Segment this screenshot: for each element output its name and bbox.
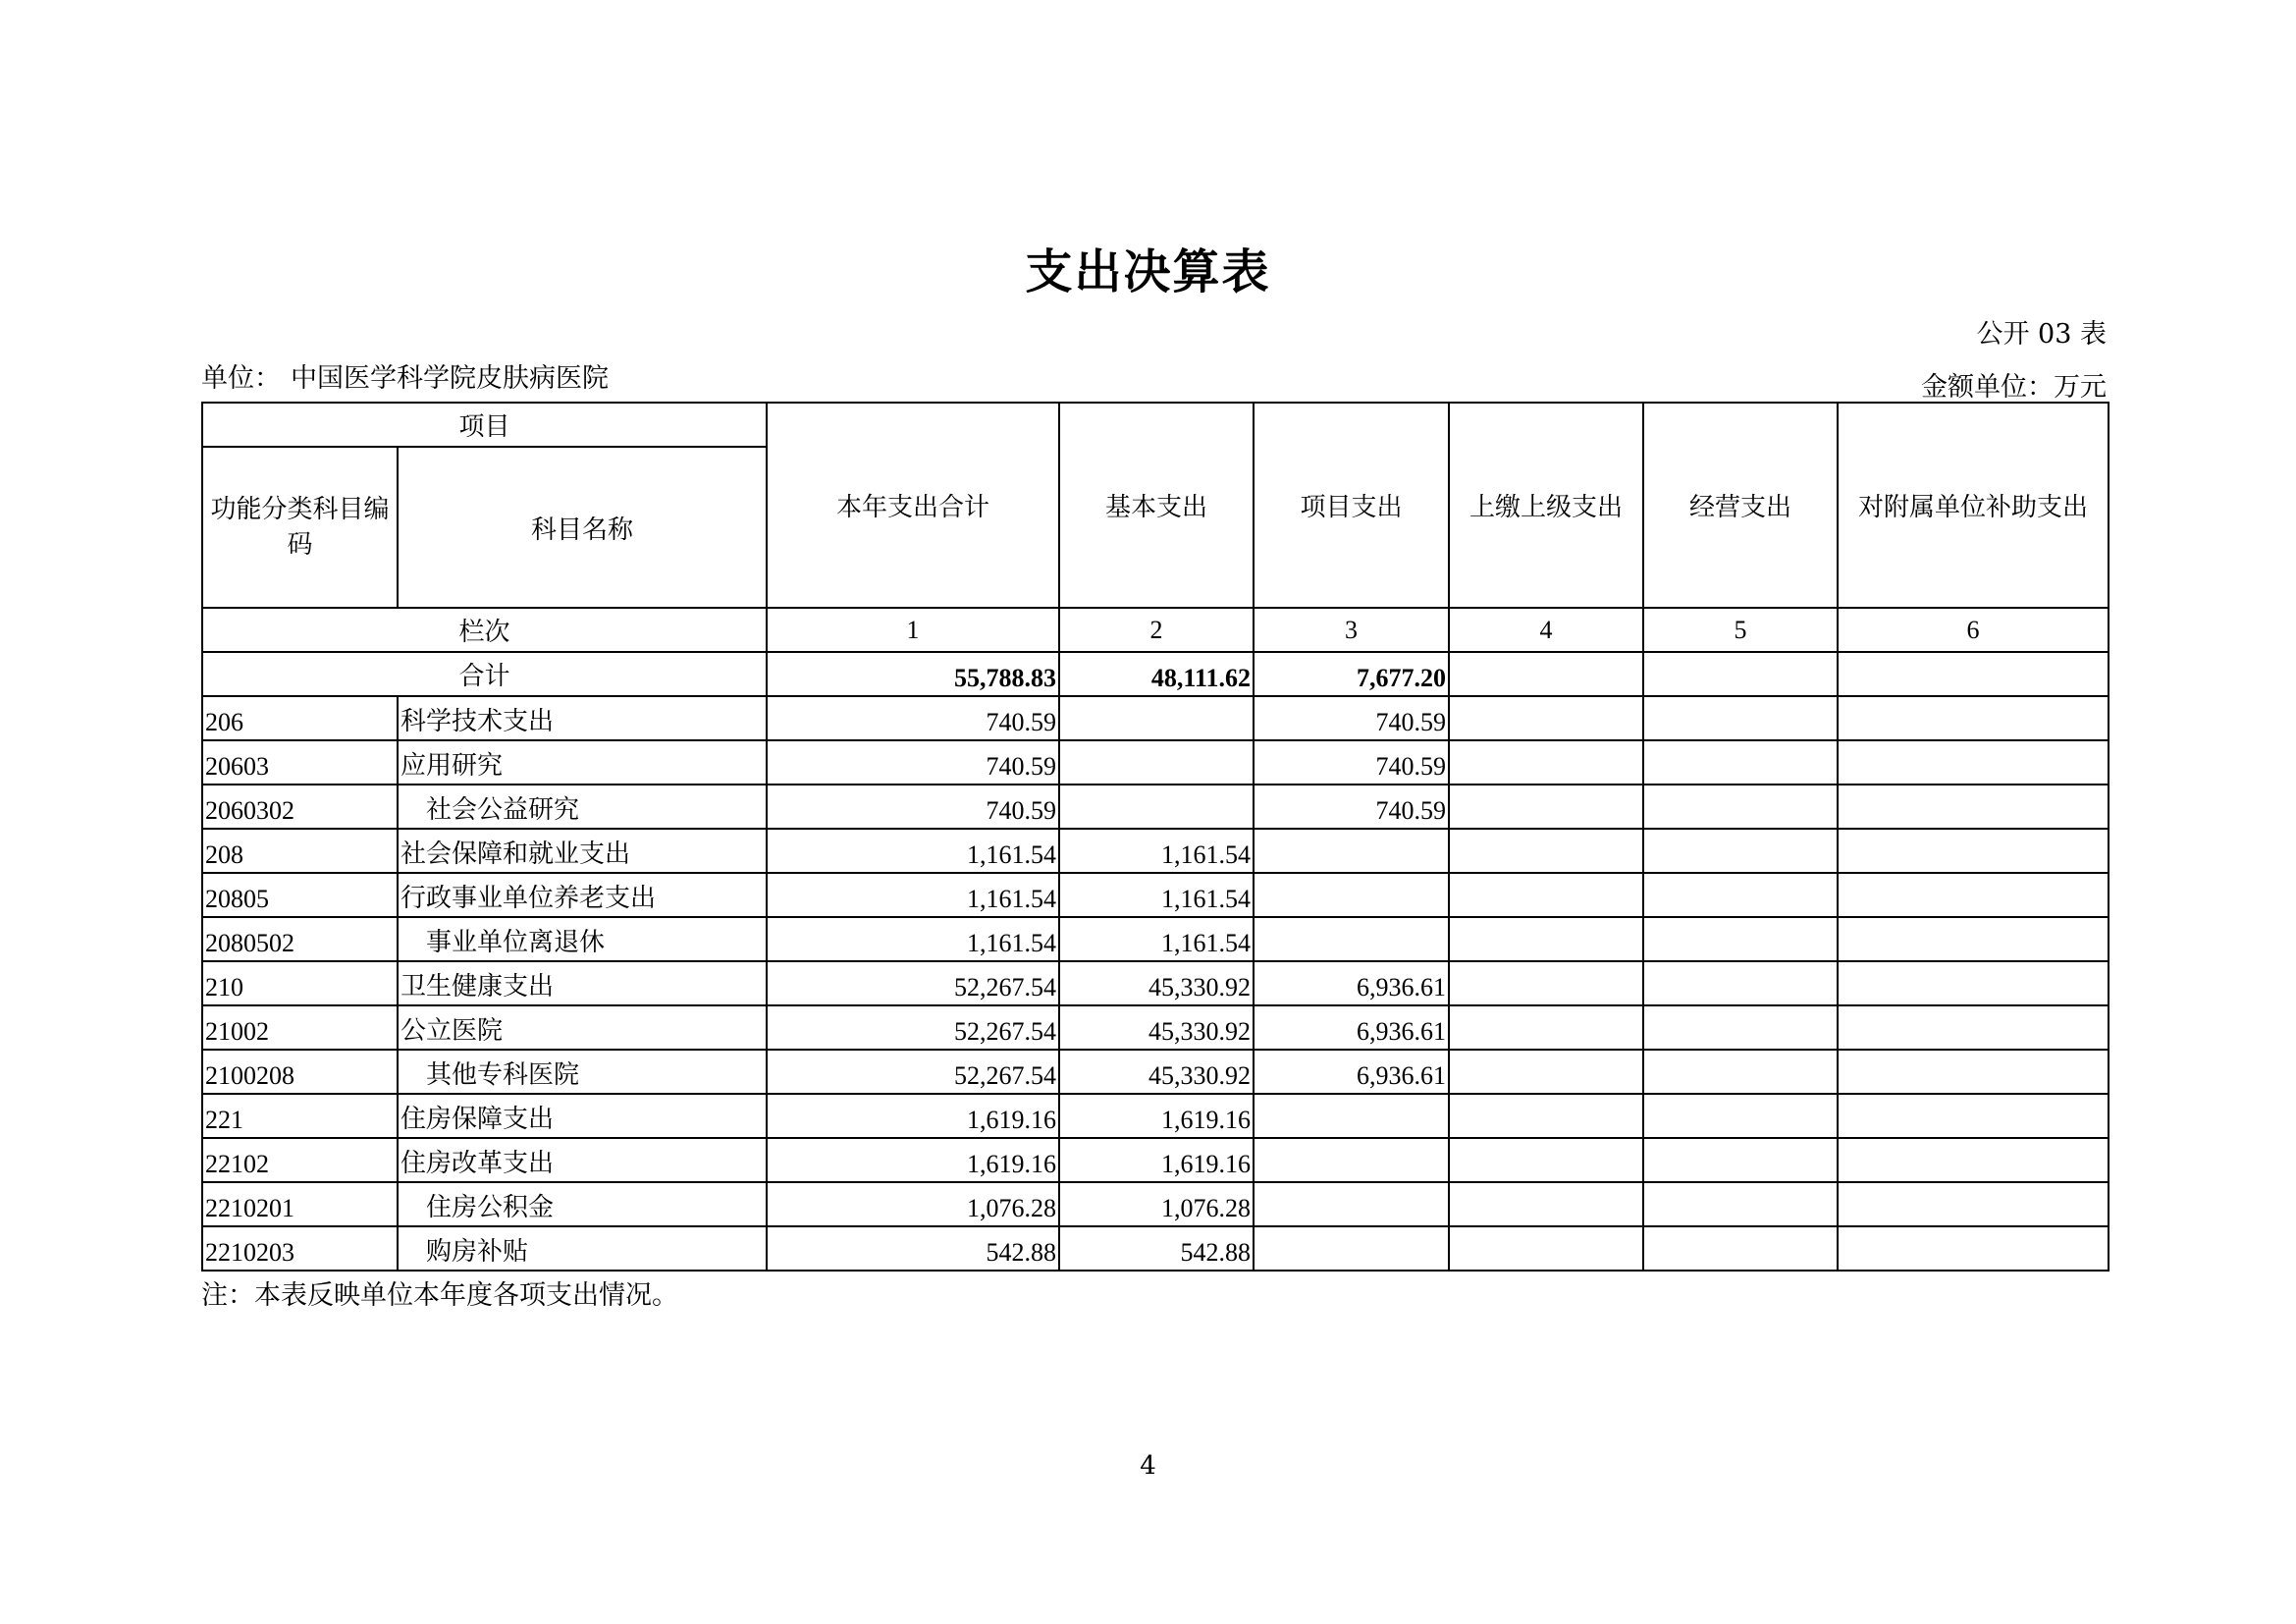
column-number: 6 <box>1838 608 2109 652</box>
row-name: 行政事业单位养老支出 <box>398 873 767 917</box>
row-value <box>1838 740 2109 785</box>
table-row <box>202 873 2109 917</box>
row-name: 卫生健康支出 <box>398 961 767 1005</box>
row-value <box>1449 785 1643 829</box>
row-value <box>1838 785 2109 829</box>
row-value <box>1254 873 1449 917</box>
row-value: 52,267.54 <box>767 1050 1059 1094</box>
row-code: 2060302 <box>202 785 398 829</box>
header-row-item <box>202 403 2109 447</box>
row-value: 740.59 <box>767 696 1059 740</box>
row-value <box>1643 961 1838 1005</box>
row-value <box>1449 1094 1643 1138</box>
row-value <box>1254 917 1449 961</box>
form-number: 公开 03 表 <box>1976 319 2107 350</box>
row-value <box>1254 829 1449 873</box>
table-row <box>202 1226 2109 1271</box>
row-name: 购房补贴 <box>398 1226 767 1271</box>
row-value: 1,161.54 <box>1059 873 1254 917</box>
row-value <box>1838 1005 2109 1050</box>
row-value <box>1838 873 2109 917</box>
row-value <box>1059 740 1254 785</box>
table-row <box>202 829 2109 873</box>
row-code: 20805 <box>202 873 398 917</box>
row-value <box>1449 829 1643 873</box>
row-value: 740.59 <box>1254 785 1449 829</box>
row-name: 事业单位离退休 <box>398 917 767 961</box>
page-title: 支出决算表 <box>1025 244 1271 299</box>
row-value <box>1838 961 2109 1005</box>
row-value: 6,936.61 <box>1254 1005 1449 1050</box>
row-value <box>1643 1182 1838 1226</box>
row-value: 740.59 <box>1254 740 1449 785</box>
row-value: 1,161.54 <box>767 829 1059 873</box>
header-name: 科目名称 <box>398 447 767 608</box>
row-value: 1,161.54 <box>1059 829 1254 873</box>
row-value <box>1643 696 1838 740</box>
row-value <box>1254 1094 1449 1138</box>
row-value <box>1838 829 2109 873</box>
page-number: 4 <box>1140 1451 1156 1481</box>
header-col-5: 经营支出 <box>1643 403 1838 608</box>
header-col-6: 对附属单位补助支出 <box>1838 403 2109 608</box>
row-code: 20603 <box>202 740 398 785</box>
row-value <box>1838 1138 2109 1182</box>
row-value <box>1643 1138 1838 1182</box>
row-name: 住房公积金 <box>398 1182 767 1226</box>
row-value <box>1643 785 1838 829</box>
header-col-2: 基本支出 <box>1059 403 1254 608</box>
column-number: 4 <box>1449 608 1643 652</box>
row-value <box>1449 917 1643 961</box>
header-code: 功能分类科目编码 <box>202 447 398 608</box>
header-col-1: 本年支出合计 <box>767 403 1059 608</box>
header-col-3: 项目支出 <box>1254 403 1449 608</box>
row-code: 221 <box>202 1094 398 1138</box>
row-value: 52,267.54 <box>767 1005 1059 1050</box>
total-row <box>202 652 2109 696</box>
row-value: 1,161.54 <box>767 917 1059 961</box>
total-value: 55,788.83 <box>767 652 1059 696</box>
column-number: 1 <box>767 608 1059 652</box>
row-value <box>1449 1050 1643 1094</box>
money-unit: 金额单位：万元 <box>1921 372 2107 403</box>
row-name: 住房改革支出 <box>398 1138 767 1182</box>
row-code: 210 <box>202 961 398 1005</box>
table-row <box>202 1138 2109 1182</box>
row-value <box>1838 696 2109 740</box>
row-value: 1,161.54 <box>1059 917 1254 961</box>
row-name: 应用研究 <box>398 740 767 785</box>
row-value: 45,330.92 <box>1059 1050 1254 1094</box>
row-value <box>1838 917 2109 961</box>
row-value <box>1254 1226 1449 1271</box>
row-code: 2210203 <box>202 1226 398 1271</box>
header-col-4: 上缴上级支出 <box>1449 403 1643 608</box>
header-item: 项目 <box>202 403 767 447</box>
row-value: 740.59 <box>767 740 1059 785</box>
row-code: 2210201 <box>202 1182 398 1226</box>
row-value <box>1059 785 1254 829</box>
table-row <box>202 696 2109 740</box>
reporting-unit <box>201 356 609 395</box>
row-name: 社会公益研究 <box>398 785 767 829</box>
table-row <box>202 740 2109 785</box>
row-value <box>1059 696 1254 740</box>
row-value: 1,161.54 <box>767 873 1059 917</box>
row-value <box>1838 1182 2109 1226</box>
row-name: 公立医院 <box>398 1005 767 1050</box>
row-value <box>1838 1226 2109 1271</box>
unit-name: 中国医学科学院皮肤病医院 <box>291 363 609 394</box>
table-body <box>202 696 2109 1271</box>
row-value <box>1449 1138 1643 1182</box>
row-value: 1,619.16 <box>767 1094 1059 1138</box>
row-value <box>1643 1226 1838 1271</box>
row-value: 52,267.54 <box>767 961 1059 1005</box>
column-number-row <box>202 608 2109 652</box>
row-value: 542.88 <box>767 1226 1059 1271</box>
row-code: 2080502 <box>202 917 398 961</box>
column-number: 5 <box>1643 608 1838 652</box>
row-value: 1,619.16 <box>1059 1094 1254 1138</box>
row-value: 1,076.28 <box>767 1182 1059 1226</box>
table-row <box>202 1094 2109 1138</box>
row-value <box>1449 696 1643 740</box>
table-row <box>202 1182 2109 1226</box>
row-value: 6,936.61 <box>1254 1050 1449 1094</box>
row-name: 其他专科医院 <box>398 1050 767 1094</box>
row-value <box>1643 1094 1838 1138</box>
row-value <box>1643 740 1838 785</box>
expenditure-table <box>201 402 2109 1272</box>
row-code: 208 <box>202 829 398 873</box>
row-value: 1,619.16 <box>1059 1138 1254 1182</box>
table-row <box>202 1005 2109 1050</box>
row-code: 22102 <box>202 1138 398 1182</box>
row-value <box>1643 1005 1838 1050</box>
row-value <box>1643 917 1838 961</box>
row-value: 6,936.61 <box>1254 961 1449 1005</box>
row-label: 栏次 <box>202 608 767 652</box>
row-value <box>1838 1094 2109 1138</box>
row-name: 社会保障和就业支出 <box>398 829 767 873</box>
row-value <box>1254 1182 1449 1226</box>
row-value: 542.88 <box>1059 1226 1254 1271</box>
row-value: 740.59 <box>1254 696 1449 740</box>
total-value: 48,111.62 <box>1059 652 1254 696</box>
row-value: 740.59 <box>767 785 1059 829</box>
total-value <box>1838 652 2109 696</box>
table-row <box>202 785 2109 829</box>
row-value: 1,076.28 <box>1059 1182 1254 1226</box>
table-note: 注：本表反映单位本年度各项支出情况。 <box>201 1280 678 1311</box>
table-row <box>202 1050 2109 1094</box>
total-value: 7,677.20 <box>1254 652 1449 696</box>
table-row <box>202 917 2109 961</box>
row-value <box>1449 961 1643 1005</box>
row-value: 1,619.16 <box>767 1138 1059 1182</box>
row-value <box>1449 873 1643 917</box>
row-value <box>1449 740 1643 785</box>
total-value <box>1449 652 1643 696</box>
column-number: 2 <box>1059 608 1254 652</box>
row-name: 科学技术支出 <box>398 696 767 740</box>
row-value <box>1449 1182 1643 1226</box>
row-code: 206 <box>202 696 398 740</box>
row-code: 2100208 <box>202 1050 398 1094</box>
column-number: 3 <box>1254 608 1449 652</box>
unit-label: 单位： <box>201 363 281 394</box>
total-value <box>1643 652 1838 696</box>
row-value: 45,330.92 <box>1059 961 1254 1005</box>
total-label: 合计 <box>202 652 767 696</box>
row-value <box>1449 1226 1643 1271</box>
row-value <box>1254 1138 1449 1182</box>
row-value <box>1643 1050 1838 1094</box>
row-name: 住房保障支出 <box>398 1094 767 1138</box>
row-value <box>1643 873 1838 917</box>
row-value <box>1449 1005 1643 1050</box>
row-value <box>1643 829 1838 873</box>
row-value <box>1838 1050 2109 1094</box>
row-code: 21002 <box>202 1005 398 1050</box>
table-row <box>202 961 2109 1005</box>
row-value: 45,330.92 <box>1059 1005 1254 1050</box>
